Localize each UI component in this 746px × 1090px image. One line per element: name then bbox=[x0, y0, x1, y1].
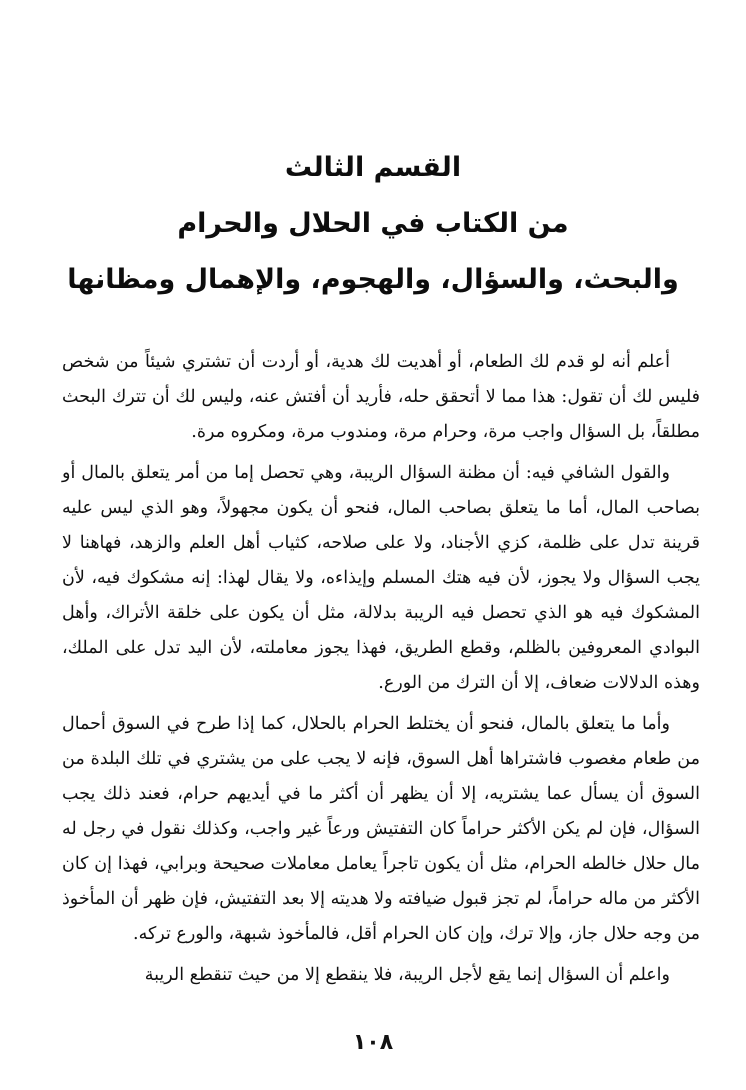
paragraph-2: والقول الشافي فيه: أن مظنة السؤال الريبة، وهي تحصل إما من أمر يتعلق بالمال أو بصاحب المال، أما ما يتعلق بصاحب المال، فنحو أن يكون مجهولاً، وهو الذي ليس عليه قرينة تدل على ظلمة، كزي الأجناد، ولا على صلاحه، كثياب أهل العلم والزهد، فهاهنا لا يجب السؤال ولا يجوز، لأن فيه هتك المسلم وإيذاءه، ولا يقال لهذا: إنه مشكوك فيه، لأن المشكوك فيه هو الذي تحصل فيه الريبة بدلالة، مثل أن يكون على خلقة الأتراك، وأهل البوادي المعروفين بالظلم، وقطع الطريق، فهذا يجوز معاملته، لأن اليد تدل على الملك، وهذه الدلالات ضعاف، إلا أن الترك من الورع. bbox=[62, 463, 700, 693]
paragraph-1: أعلم أنه لو قدم لك الطعام، أو أهديت لك هدية، أو أردت أن تشتري شيئاً من شخص فليس لك أن تقول: هذا مما لا أتحقق حله، فأريد أن أفتش عنه، وليس لك أن تترك البحث مطلقاً، بل السؤال واجب مرة، وحرام مرة، ومندوب مرة، ومكروه مرة. bbox=[62, 352, 700, 442]
paragraph-3: وأما ما يتعلق بالمال، فنحو أن يختلط الحرام بالحلال، كما إذا طرح في السوق أحمال من طعام مغصوب فاشتراها أهل السوق، فإنه لا يجب على من يشتري في تلك البلدة من السوق أن يسأل عما يشتريه، إلا أن يظهر أن أكثر ما في أيديهم حرام، فعند ذلك يجب السؤال، فإن لم يكن الأكثر حراماً كان التفتيش ورعاً غير واجب، وكذلك نقول في رجل له مال حلال خالطه الحرام، مثل أن يكون تاجراً يعامل معاملات صحيحة وبرابي، فهذا إن كان الأكثر من ماله حراماً، لم تجز قبول ضيافته ولا هديته إلا بعد التفتيش، فإن ظهر أن المأخوذ من وجه حلال جاز، وإلا ترك، وإن كان الحرام أقل، فالمأخوذ شبهة، والورع تركه. bbox=[62, 714, 700, 944]
heading-line-3: والبحث، والسؤال، والهجوم، والإهمال ومظانها bbox=[67, 264, 679, 295]
paragraph-4: واعلم أن السؤال إنما يقع لأجل الريبة، فلا ينقطع إلا من حيث تنقطع الريبة bbox=[144, 965, 670, 985]
heading-line-1: القسم الثالث bbox=[284, 152, 462, 183]
heading-line-2: من الكتاب في الحلال والحرام bbox=[177, 208, 569, 239]
section-heading bbox=[0, 140, 746, 308]
body-text bbox=[62, 345, 700, 999]
page-number: ١٠٨ bbox=[352, 1030, 394, 1055]
